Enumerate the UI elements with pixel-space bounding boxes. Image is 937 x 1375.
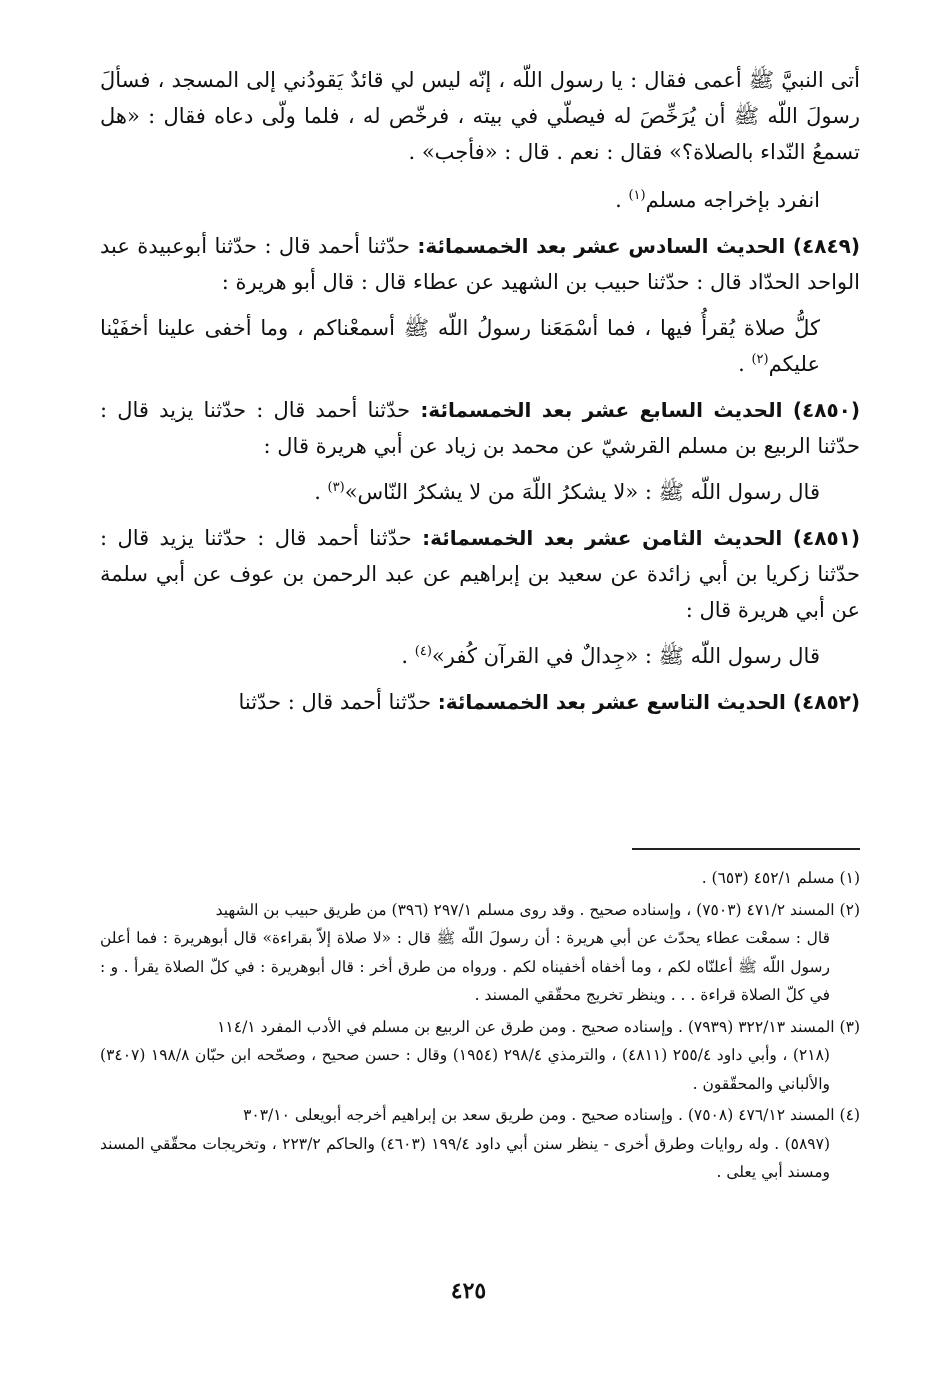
hadith-title: الحديث السادس عشر بعد الخمسمائة: bbox=[417, 234, 786, 258]
hadith-heading bbox=[420, 398, 860, 422]
footnote-1 bbox=[100, 864, 860, 893]
footnote-4 bbox=[100, 1101, 860, 1187]
infarad-end: . bbox=[615, 188, 629, 212]
footnote-ref: (٤) bbox=[414, 644, 432, 659]
footnote-label: (١) bbox=[839, 869, 860, 887]
infarad-note bbox=[100, 182, 860, 218]
hadith-end: . bbox=[314, 480, 328, 504]
footnotes bbox=[100, 864, 860, 1190]
intro-line: فسألَ رسولَ اللّه ﷺ أن يُرَخِّصَ له فيصلّي في بيته ، فرخّص له ، فلما ولّى دعاه فقال : bbox=[100, 68, 860, 128]
hadith-title: الحديث الثامن عشر بعد الخمسمائة: bbox=[422, 526, 783, 550]
hadith-matn: كلُّ صلاة يُقرأُ فيها ، فما أسْمَعَنا رسولُ اللّه ﷺ أسمعْناكم ، وما أخفى علينا أخفَيْنا عليكم bbox=[100, 316, 820, 376]
hadith-heading bbox=[422, 526, 860, 550]
footnote-text: المسند ٤٧٦/١٢ (٧٥٠٨) . وإسناده صحيح . ومن طريق سعد بن إبراهيم أخرجه أبويعلى ٣٠٣/١٠ bbox=[243, 1106, 835, 1124]
footnote-continuation: (٢١٨) ، وأبي داود ٢٥٥/٤ (٤٨١١) ، والترمذي ٢٩٨/٤ (١٩٥٤) وقال : حسن صحيح ، وصحّحه ابن حبّان ١٩٨/٨ (٣٤٠٧) والألباني والمحقّقون . bbox=[100, 1046, 830, 1093]
hadith-number: (٤٨٤٩) bbox=[792, 234, 860, 258]
footnote-3 bbox=[100, 1013, 860, 1099]
hadith-number: (٤٨٥٠) bbox=[792, 398, 860, 422]
footnote-continuation: (٥٨٩٧) . وله روايات وطرق أخرى - ينظر سنن أبي داود ١٩٩/٤ (٤٦٠٣) والحاكم ٢٢٣/٢ ، وتخريجات محقّقي المسند ومسند أبي يعلى . bbox=[100, 1134, 830, 1181]
hadith-isnad: حدّثنا أحمد قال : حدّثنا يزيد قال : حدّثنا زكريا بن أبي زائدة عن سعيد بن إبراهيم عن عبد الرحمن بن عوف عن أبي سلمة عن أبي هريرة قال : bbox=[100, 526, 860, 622]
footnote-text: مسلم ٤٥٢/١ (٦٥٣) . bbox=[701, 869, 835, 887]
intro-line: أتى النبيَّ ﷺ أعمى فقال : يا رسول اللّه ، إنّه ليس لي قائدٌ يَقودُني إلى المسجد ، bbox=[157, 68, 860, 92]
hadith-isnad: حدّثنا أحمد قال : حدّثنا يزيد قال : حدّثنا الربيع بن مسلم القرشيّ عن محمد بن زياد عن أبي هريرة قال : bbox=[100, 398, 860, 458]
hadith-heading bbox=[438, 690, 860, 714]
footnote-2 bbox=[100, 896, 860, 1010]
hadith-end: . bbox=[401, 644, 415, 668]
hadith-4851-isnad bbox=[100, 520, 860, 628]
footnote-continuation: قال : سمعْت عطاء يحدّث عن أبي هريرة : أن رسولَ اللّه ﷺ قال : «لا صلاة إلاّ بقراءة» قال أبوهريرة : فما أعلن رسول اللّه ﷺ أعلنّاه لكم ، وما أخفاه أخفيناه لكم . ورواه من طرق أخر : قال أبوهريرة : في كلّ الصلاة يقرأ . و : في كلّ الصلاة قراءة . . . وينظر تخريج محقّقي المسند . bbox=[100, 929, 830, 1004]
footnote-label: (٢) bbox=[839, 900, 860, 919]
infarad-text: انفرد بإخراجه مسلم bbox=[645, 188, 820, 212]
hadith-heading bbox=[417, 234, 860, 258]
footnote-text: المسند ٤٧١/٢ (٧٥٠٣) ، وإسناده صحيح . وقد روى مسلم ٢٩٧/١ (٣٩٦) من طريق حبيب بن الشهيد bbox=[215, 900, 835, 919]
hadith-4852-isnad bbox=[100, 684, 860, 720]
footnote-ref: (٢) bbox=[751, 352, 769, 367]
footnote-divider bbox=[632, 848, 860, 850]
hadith-4851-matn bbox=[100, 638, 860, 674]
page-number: ٤٢٥ bbox=[450, 1278, 487, 1304]
hadith-matn: قال رسول اللّه ﷺ : «جِدالٌ في القرآن كُفر» bbox=[431, 644, 820, 668]
hadith-4850-isnad bbox=[100, 392, 860, 464]
hadith-4849-isnad bbox=[100, 228, 860, 300]
footnote-label: (٤) bbox=[839, 1106, 860, 1124]
footnote-ref: (١) bbox=[628, 188, 646, 203]
footnote-label: (٣) bbox=[839, 1017, 860, 1036]
hadith-matn: قال رسول اللّه ﷺ : «لا يشكرُ اللّهَ من لا يشكرُ النّاس» bbox=[344, 480, 820, 504]
hadith-4849-matn bbox=[100, 310, 860, 382]
footnote-text: المسند ٣٢٢/١٣ (٧٩٣٩) . وإسناده صحيح . ومن طرق عن الربيع بن مسلم في الأدب المفرد ١١٤/١ bbox=[217, 1017, 835, 1036]
intro-paragraph bbox=[100, 62, 860, 170]
hadith-title: الحديث التاسع عشر بعد الخمسمائة: bbox=[437, 690, 786, 714]
hadith-number: (٤٨٥٢) bbox=[792, 690, 860, 714]
footnote-ref: (٣) bbox=[327, 480, 345, 495]
hadith-4850-matn bbox=[100, 474, 860, 510]
hadith-end: . bbox=[738, 352, 752, 376]
intro-line: «هل تسمعُ النّداء بالصلاة؟» فقال : نعم . قال : «فأجب» . bbox=[100, 104, 860, 164]
hadith-number: (٤٨٥١) bbox=[792, 526, 861, 550]
hadith-isnad: حدّثنا أحمد قال : حدّثنا bbox=[238, 690, 432, 714]
hadith-title: الحديث السابع عشر بعد الخمسمائة: bbox=[420, 398, 783, 422]
hadith-isnad: حدّثنا أحمد قال : حدّثنا أبوعبيدة عبد الواحد الحدّاد قال : حدّثنا حبيب بن الشهيد عن عطاء قال : قال أبو هريرة : bbox=[100, 234, 860, 294]
main-text bbox=[100, 62, 860, 730]
